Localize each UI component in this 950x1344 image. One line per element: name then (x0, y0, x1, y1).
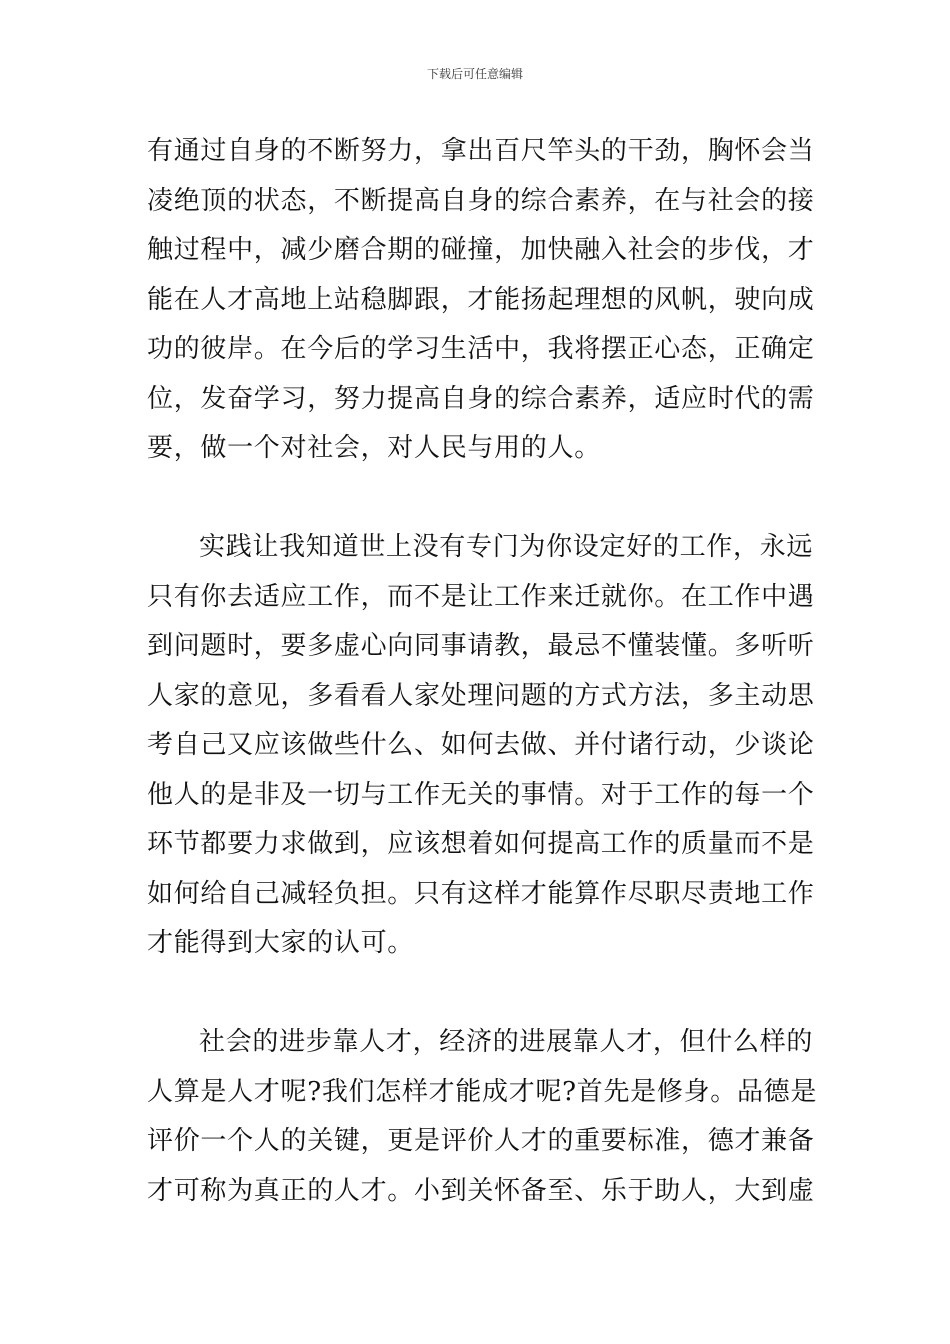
page-header: 下载后可任意编辑 (426, 67, 523, 81)
text-line: 能在人才高地上站稳脚跟，才能扬起理想的风帆，驶向成 (147, 284, 815, 315)
text-line: 有通过自身的不断努力，拿出百尺竿头的干劲，胸怀会当 (147, 136, 815, 166)
text-line: 如何给自己减轻负担。只有这样才能算作尽职尽责地工作 (147, 878, 815, 909)
paragraph-3 (147, 1018, 818, 1216)
text-line: 评价一个人的关键，更是评价人才的重要标准，德才兼备 (147, 1126, 815, 1156)
text-line: 他人的是非及一切与工作无关的事情。对于工作的每一个 (147, 779, 815, 810)
text-line: 考自己又应该做些什么、如何去做、并付诸行动，少谈论 (147, 730, 815, 760)
paragraph-spacer (147, 969, 807, 1019)
text-line: 才能得到大家的认可。 (147, 928, 415, 958)
document-body (147, 127, 818, 1216)
text-line: 只有你去适应工作，而不是让工作来迁就你。在工作中遇 (147, 581, 815, 612)
text-line: 到问题时，要多虚心向同事请教，最忌不懂装懂。多听听 (147, 631, 815, 661)
text-line: 实践让我知道世上没有专门为你设定好的工作，永远 (199, 532, 814, 562)
text-line: 要，做一个对社会，对人民与用的人。 (147, 433, 601, 463)
text-line: 环节都要力求做到，应该想着如何提高工作的质量而不是 (147, 829, 815, 859)
text-line: 凌绝顶的状态，不断提高自身的综合素养，在与社会的接 (147, 185, 815, 216)
paragraph-2 (147, 523, 815, 969)
text-line: 位，发奋学习，努力提高自身的综合素养，适应时代的需 (147, 383, 815, 414)
text-line: 人算是人才呢?我们怎样才能成才呢?首先是修身。品德是 (147, 1076, 818, 1107)
text-line: 才可称为真正的人才。小到关怀备至、乐于助人，大到虚 (147, 1175, 815, 1206)
text-line: 功的彼岸。在今后的学习生活中，我将摆正心态，正确定 (147, 334, 815, 364)
text-line: 人家的意见，多看看人家处理问题的方式方法，多主动思 (147, 680, 815, 711)
text-line: 社会的进步靠人才，经济的进展靠人才，但什么样的 (199, 1027, 814, 1057)
paragraph-spacer (147, 474, 807, 524)
paragraph-1 (147, 127, 815, 474)
text-line: 触过程中，减少磨合期的碰撞，加快融入社会的步伐，才 (147, 235, 815, 265)
